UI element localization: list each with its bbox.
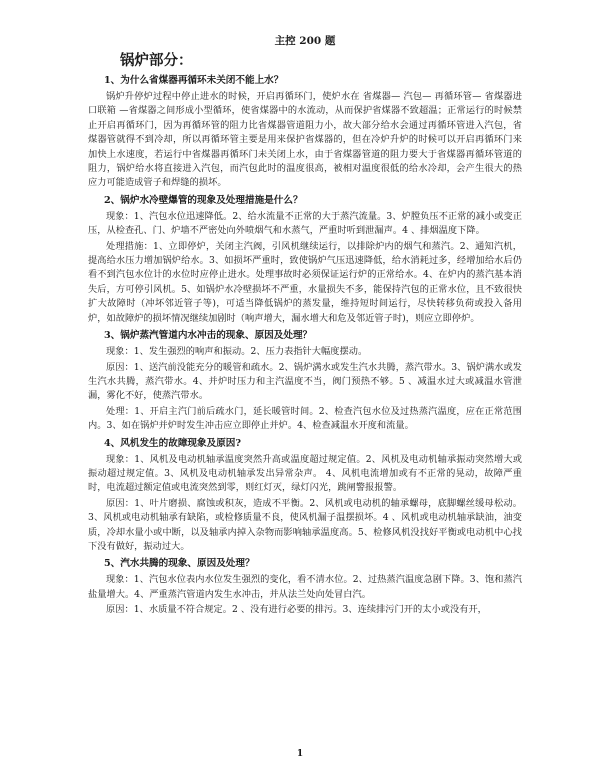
section-title: 锅炉部分：	[120, 52, 193, 69]
question-1-title: 1、为什么省煤器再循环未关闭不能上水？	[104, 75, 284, 86]
question-3-title: 3、锅炉蒸汽管道内水冲击的现象、原因及处理？	[104, 330, 313, 342]
question-3-causes: 原因：1、送汽前没能充分的暖管和疏水。2、锅炉满水或发生汽水共腾，蒸汽带水。3、锅炉满水或发生汽水共腾，蒸汽带水。4、并炉时压力和主汽温度不当，阀门预热不够。5 、减温水过大或减温水管泄漏，雾化不好，使蒸汽带水。	[88, 361, 522, 402]
question-5-phenomena: 现象：1、汽包水位表内水位发生强烈的变化，看不清水位。2、过热蒸汽温度急剧下降。3、饱和蒸汽盐量增大。4、严重蒸汽管道内发生水冲击，并从法兰处向处冒白汽。	[88, 574, 522, 600]
question-5-causes: 原因：1、水质量不符合规定。2 、没有进行必要的排污。3、连续排污门开的太小或没有开，	[106, 604, 487, 616]
question-5-title: 5、汽水共腾的现象、原因及处理？	[104, 558, 255, 570]
question-2-measures: 处理措施：1、立即停炉，关闭主汽阀，引风机继续运行，以排除炉内的烟气和蒸汽。2、通知汽机，提高给水压力增加锅炉给水。3、如损坏严重时，致使锅炉气压迅速降低，给水消耗过多，经增加给水后仍看不到汽包水位计的水位时应停止进水。处理事故时必须保证运行炉的正常给水。4、在炉内的蒸汽基本消失后，方可停引风机。5、如锅炉水冷壁损坏不严重，水量损失不多，能保持汽包的正常水位，且不致很快扩大故障时（冲坏邻近管子等)，可适当降低锅炉的蒸发量，维持短时间运行，尽快转移负荷或投入备用炉，如故障炉的损坏情况继续加剧时（响声增大，漏水增大和危及邻近管子时)，则应立即停炉。	[88, 240, 522, 324]
question-3-phenomena: 现象：1、发生强烈的响声和振动。2、压力表指针大幅度摆动。	[106, 346, 368, 358]
question-3-handling: 处理：1、开启主汽门前后疏水门，延长暖管时间。2、检查汽包水位及过热蒸汽温度，应在正常范围内。3、如在锅炉并炉时发生冲击应立即停止并炉。4、检查减温水开度和流量。	[88, 405, 522, 432]
question-4-causes: 原因：1、叶片磨损、腐蚀或积灰，造成不平衡。2、风机或电动机的轴承螺母，底脚螺丝缓母松动。3、风机或电动机轴承有缺陷，或检修质量不良，使风机漏子温摆损坏。4 、风机或电动机轴承缺油，油变质，冷却水量小或中断，以及轴承内掉入杂物而影响轴承温度高。5、检修风机没找好平衡或电动机中心找下没有做好，振动过大。	[88, 497, 522, 552]
question-4-phenomena: 现象：1、风机及电动机轴承温度突然升高或温度超过规定值。2、风机及电动机轴承振动突然增大或振动超过规定值。3、风机及电动机轴承发出异常杂声。 4、风机电流增加或有不正常的晃动，故障严重时，电流超过额定值或电流突然到零，则红灯灭，绿灯闪光，跳闸警报报警。	[88, 453, 522, 494]
page-number: 1	[296, 749, 304, 759]
document-title: 主控 200 题	[274, 35, 336, 47]
question-2-phenomena: 现象：1、汽包水位迅速降低。2、给水流量不正常的大于蒸汽流量。3、炉膛负压不正常的减小或变正压，从检查孔、门、炉墙不严密处向外喷烟气和水蒸气，严重时听到泄漏声。4 、排烟温度下降。	[88, 210, 522, 237]
question-4-title: 4、风机发生的故障现象及原因?	[104, 437, 242, 449]
question-1-answer: 锅炉升停炉过程中停止进水的时候，开启再循环门，使炉水在 省煤器— 汽包— 再循环管— 省煤器进口联箱 —省煤器之间形成小型循环，使省煤器中的水流动，从而保护省煤器不致超温；正常运行的时候禁止开启再循环门，因为再循环管的阻力比省煤器管道阻力小，故大部分给水会通过再循环管进入汽包，省煤器管就得不到冷却，所以再循环管主要是用来保护省煤器的，但在冷炉升炉的时候可以开启再循环门来加快上水速度，若运行中省煤器再循环门未关闭上水，由于省煤器管道的阻力要大于省煤器再循环管道的阻力，锅炉给水将直接进入汽包，而汽包此时的温度很高，被相对温度很低的给水冷却，会产生很大的热应力可能造成管子和焊缝的损坏。	[88, 91, 522, 189]
question-2-title: 2、锅炉水冷壁爆管的现象及处理措施是什么？	[104, 194, 303, 206]
